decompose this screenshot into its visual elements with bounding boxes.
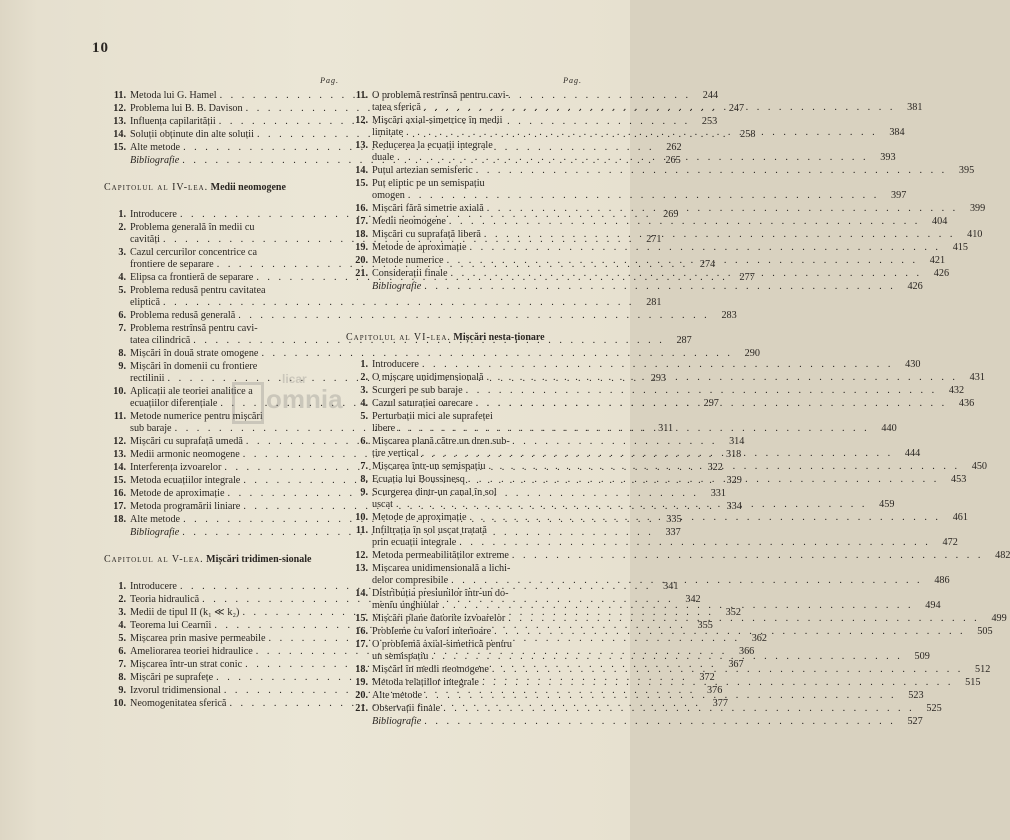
toc-entry-title: Ecuația lui Boussinesq <box>372 474 465 485</box>
toc-entry-title: Bibliografie <box>130 155 180 166</box>
toc-entry <box>112 310 737 322</box>
toc-page-number: 436 <box>958 398 975 409</box>
toc-entry-title: ecuațiilor diferențiale <box>130 398 218 409</box>
leader-dots <box>422 359 893 371</box>
toc-entry-title: Problema generală în medii cu <box>130 222 255 233</box>
toc-entry-number: 8. <box>360 474 368 485</box>
toc-entry-title: Aplicații ale teoriei analitice a <box>130 386 253 397</box>
toc-entry-title: Metode de aproximație <box>372 242 467 253</box>
toc-entry-number: 11. <box>113 411 126 422</box>
toc-page-number: 523 <box>908 690 924 701</box>
chapter-title: Medii neomogene <box>210 182 286 193</box>
toc-page-number: 459 <box>879 499 895 510</box>
toc-entry-number: 1. <box>118 209 126 220</box>
toc-entry-number: 3. <box>360 385 368 396</box>
leader-dots <box>469 242 940 254</box>
toc-page-number: 293 <box>650 373 666 384</box>
leader-dots <box>494 626 965 638</box>
toc-page-number: 525 <box>926 703 942 714</box>
leader-dots <box>449 216 920 228</box>
page-number: 10 <box>92 40 109 56</box>
leader-dots <box>492 664 963 676</box>
toc-page-number: 393 <box>880 152 896 163</box>
toc-entry-title: Problema lui B. B. Davison <box>130 103 243 114</box>
toc-entry-title: Mișcări fără simetrie axială <box>372 203 484 214</box>
leader-dots <box>442 600 913 612</box>
toc-page-number: 372 <box>699 672 715 683</box>
toc-entry-number: 4. <box>118 272 126 283</box>
toc-entry-title: Metoda relațiilor integrale <box>372 677 479 688</box>
toc-entry-number: 2. <box>118 222 126 233</box>
toc-entry-number: 9. <box>118 685 126 696</box>
toc-entry-title: Bibliografie <box>130 527 180 538</box>
toc-page-number: 376 <box>707 685 723 696</box>
leader-dots <box>489 461 960 473</box>
toc-entry-title: eliptică <box>130 297 160 308</box>
toc-entry-title: Bibliografie <box>372 281 422 292</box>
toc-entry <box>354 613 1007 625</box>
toc-entry-number: 1. <box>360 359 368 370</box>
toc-page-number: 426 <box>907 281 923 292</box>
toc-entry-title: Observații finale <box>372 703 441 714</box>
toc-entry-number: 11. <box>113 90 126 101</box>
toc-entry-title: duale <box>372 152 395 163</box>
toc-entry-number: 14. <box>355 165 368 176</box>
toc-entry <box>354 385 965 397</box>
watermark-text-1: licar <box>282 372 307 386</box>
leader-dots <box>424 102 895 114</box>
toc-entry-title: Problema redusă pentru cavitatea <box>130 285 266 296</box>
toc-entry-title: prin ecuații integrale <box>372 537 457 548</box>
toc-page-number: 271 <box>646 234 662 245</box>
toc-entry-title: omogen <box>372 190 405 201</box>
toc-entry-number: 5. <box>118 285 126 296</box>
toc-entry-title: Mișcări axial-simetrice în medii <box>372 115 503 126</box>
toc-entry-title: Izvorul tridimensional <box>130 685 221 696</box>
toc-entry-number: 13. <box>355 140 368 151</box>
toc-entry-title: Medii armonic neomogene <box>130 449 240 460</box>
toc-entry-number: 19. <box>355 677 368 688</box>
toc-page-number: 367 <box>728 659 744 670</box>
toc-entry-title: Puțul artezian semisferic <box>372 165 473 176</box>
leader-dots <box>466 385 937 397</box>
toc-entry <box>354 281 923 293</box>
leader-dots <box>476 398 947 410</box>
toc-entry-title: Distribuția presiunilor într-un do- <box>372 588 509 599</box>
leader-dots <box>476 165 947 177</box>
toc-entry-title: Scurgeri pe sub baraje <box>372 385 463 396</box>
toc-page-number: 527 <box>907 716 923 727</box>
toc-entry-title: Mișcări cu suprafață liberă <box>372 229 481 240</box>
watermark-text-2: omnia <box>266 384 343 414</box>
toc-entry-title: Cazul saturației oarecare <box>372 398 473 409</box>
toc-entry-number: 12. <box>355 115 368 126</box>
toc-entry-number: 3. <box>118 607 126 618</box>
toc-entry-title: Introducere <box>372 359 419 370</box>
toc-page-number: 281 <box>646 297 662 308</box>
toc-page-number: 352 <box>725 607 741 618</box>
toc-page-number: 461 <box>952 512 968 523</box>
toc-entry-title: Mișcarea prin masive permeabile <box>130 633 266 644</box>
toc-entry-number: 7. <box>360 461 368 472</box>
toc-entry-title: O problemă restrînsă pentru cavi- <box>372 90 509 101</box>
toc-entry-number: 21. <box>355 703 368 714</box>
toc-page-number: 297 <box>703 398 719 409</box>
toc-page-number: 450 <box>971 461 988 472</box>
toc-page-number: 318 <box>725 449 742 460</box>
pag-label: Pag. <box>320 76 339 85</box>
toc-entry-title: tatea cilindrică <box>130 335 191 346</box>
toc-entry-number: 4. <box>360 398 368 409</box>
toc-entry-title: Mișcarea într-un strat conic <box>130 659 243 670</box>
toc-entry <box>354 716 923 728</box>
toc-entry-title: Problema restrînsă pentru cavi- <box>130 323 258 334</box>
chapter-heading-5 <box>104 553 339 567</box>
leader-dots <box>486 372 957 384</box>
chapter-title: Mișcări tridimen-sionale <box>206 554 312 565</box>
toc-entry-number: 13. <box>113 449 126 460</box>
toc-page-number: 410 <box>967 229 983 240</box>
toc-entry-title: Mișcarea într-un semispațiu <box>372 461 486 472</box>
toc-page-number: 247 <box>728 103 745 114</box>
toc-entry-number: 12. <box>355 550 368 561</box>
toc-entry-title: Perturbații mici ale suprafeței <box>372 411 493 422</box>
toc-entry-number: 17. <box>355 216 368 227</box>
leader-dots <box>425 690 896 702</box>
toc-page-number: 426 <box>933 268 950 279</box>
toc-entry-number: 6. <box>360 436 368 447</box>
toc-page-number: 337 <box>665 527 681 538</box>
leader-dots <box>447 255 918 267</box>
toc-entry-number: 15. <box>113 142 126 153</box>
toc-entry-number: 7. <box>118 323 126 334</box>
toc-entry-number: 2. <box>118 594 126 605</box>
toc-entry-title: meniu unghiular <box>372 600 440 611</box>
chapter-heading-6 <box>346 331 582 345</box>
toc-entry-title: Metoda lui G. Hamel <box>130 90 217 101</box>
toc-entry-number: 6. <box>118 646 126 657</box>
toc-page-number: 453 <box>951 474 967 485</box>
toc-page-number: 322 <box>707 462 723 473</box>
toc-page-number: 274 <box>699 259 716 270</box>
toc-page-number: 355 <box>697 620 713 631</box>
leader-dots <box>443 703 914 715</box>
toc-entry-number: 15. <box>355 178 368 189</box>
leader-dots <box>431 651 902 663</box>
toc-entry-number: 13. <box>113 116 126 127</box>
toc-page-number: 431 <box>969 372 985 383</box>
toc-entry-title: un semispațiu <box>372 651 429 662</box>
toc-entry-title: O mișcare unidimensională <box>372 372 484 383</box>
leader-dots <box>469 512 940 524</box>
leader-dots <box>459 537 930 549</box>
toc-entry-title: Reducerea la ecuații integrale <box>372 140 493 151</box>
toc-entry-title: Medii de tipul II (k₁ ≪ k₂) <box>130 607 240 618</box>
toc-entry-title: Metoda programării liniare <box>130 501 241 512</box>
toc-page-number: 486 <box>934 575 950 586</box>
toc-page-number: 397 <box>891 190 907 201</box>
leader-dots <box>451 268 922 280</box>
toc-entry-title: rectilinii <box>130 373 165 384</box>
toc-entry-number: 2. <box>360 372 368 383</box>
toc-entry-title: libere <box>372 423 396 434</box>
toc-entry <box>112 581 679 593</box>
leader-dots <box>396 499 867 511</box>
toc-entry-title: Cazul cercurilor concentrice ca <box>130 247 257 258</box>
chapter-label: Capitolul al IV-lea. <box>104 182 209 193</box>
leader-dots <box>422 448 893 460</box>
toc-page-number: 290 <box>744 348 760 359</box>
toc-page-number: 253 <box>701 116 718 127</box>
toc-page-number: 265 <box>665 155 681 166</box>
toc-entry-title: Neomogenitatea sferică <box>130 698 227 709</box>
toc-page-number: 366 <box>738 646 755 657</box>
toc-page-number: 499 <box>991 613 1007 624</box>
toc-entry-title: frontiere de separare <box>130 259 214 270</box>
toc-entry-title: Mișcări pe suprafețe <box>130 672 214 683</box>
toc-entry-title: sub baraje <box>130 423 172 434</box>
toc-entry-title: Scurgerea dintr-un canal în sol <box>372 487 497 498</box>
toc-entry-number: 3. <box>118 247 126 258</box>
toc-entry-number <box>354 716 372 728</box>
toc-entry-number: 8. <box>118 672 126 683</box>
toc-entry-title: Problema redusă generală <box>130 310 236 321</box>
toc-entry-number: 11. <box>355 525 368 536</box>
toc-entry-number: 11. <box>355 90 368 101</box>
toc-entry-title: O problemă axial-simetrică pentru <box>372 639 513 650</box>
toc-entry-number: 7. <box>118 659 126 670</box>
toc-entry-number: 10. <box>355 512 368 523</box>
toc-entry-number: 5. <box>360 411 368 422</box>
toc-entry-title: țire vertical <box>372 448 419 459</box>
toc-entry-title: Influența capilarității <box>130 116 216 127</box>
toc-entry-title: Mișcări cu suprafață umedă <box>130 436 243 447</box>
toc-page-number: 472 <box>942 537 958 548</box>
toc-entry-title: Introducere <box>130 209 177 220</box>
pag-label: Pag. <box>563 76 582 85</box>
toc-entry <box>354 242 968 254</box>
chapter-heading-4 <box>104 181 339 195</box>
toc-entry-title: Mișcări în domenii cu frontiere <box>130 361 258 372</box>
toc-entry-title: Metode numerice <box>372 255 444 266</box>
leader-dots <box>406 127 877 139</box>
toc-page-number: 444 <box>904 448 921 459</box>
toc-entry-number: 10. <box>113 698 126 709</box>
toc-page-number: 421 <box>929 255 946 266</box>
toc-entry <box>354 178 907 202</box>
leader-dots <box>424 281 895 293</box>
toc-entry-title: limitate <box>372 127 404 138</box>
toc-entry-number: 17. <box>113 501 126 512</box>
leader-dots <box>424 716 895 728</box>
leader-dots <box>482 677 953 689</box>
toc-entry-title: Mișcarea unidimensională a lichi- <box>372 563 511 574</box>
toc-entry-title: cavități <box>130 234 160 245</box>
toc-entry-number: 10. <box>113 386 126 397</box>
toc-entry <box>354 165 975 177</box>
toc-entry-number: 5. <box>118 633 126 644</box>
toc-entry-number <box>112 527 130 539</box>
toc-entry-title: tatea sferică <box>372 102 421 113</box>
leader-dots <box>408 190 879 202</box>
toc-entry-number: 16. <box>355 203 368 214</box>
toc-entry-title: Interferența izvoarelor <box>130 462 222 473</box>
toc-page-number: 440 <box>881 423 897 434</box>
toc-entry-title: Elipsa ca frontieră de separare <box>130 272 254 283</box>
toc-entry-title: Teorema lui Cearnîi <box>130 620 212 631</box>
toc-page-number: 377 <box>712 698 728 709</box>
leader-dots <box>398 423 869 435</box>
toc-page-number: 244 <box>702 90 719 101</box>
toc-entry-number: 14. <box>355 588 368 599</box>
toc-entry-title: Metode numerice pentru mișcări <box>130 411 263 422</box>
toc-entry-title: Infiltrația în sol uscat tratată <box>372 525 487 536</box>
toc-page-number: 509 <box>914 651 930 662</box>
leader-dots <box>508 613 979 625</box>
toc-entry-number: 12. <box>113 103 126 114</box>
toc-page-number: 269 <box>663 209 679 220</box>
toc-entry-title: Mișcări în medii neomogene <box>372 664 489 675</box>
toc-entry-number: 4. <box>118 620 126 631</box>
toc-entry-title: Considerații finale <box>372 268 448 279</box>
toc-entry-title: Metode de aproximație <box>130 488 225 499</box>
toc-entry-title: Ameliorarea teoriei hidraulice <box>130 646 253 657</box>
toc-entry-title: Alte metode <box>130 142 181 153</box>
toc-page-number: 342 <box>685 594 701 605</box>
leader-dots <box>468 474 939 486</box>
toc-entry-number: 17. <box>355 639 368 650</box>
leader-dots <box>451 575 922 587</box>
toc-entry-title: Alte metode <box>130 514 181 525</box>
toc-entry-title: Puț eliptic pe un semispațiu <box>372 178 485 189</box>
leader-dots <box>512 550 983 562</box>
toc-entry <box>354 216 948 228</box>
toc-entry-number: 6. <box>118 310 126 321</box>
toc-entry <box>112 348 760 360</box>
toc-entry-number: 18. <box>113 514 126 525</box>
toc-entry-number: 9. <box>360 487 368 498</box>
toc-entry-title: uscat <box>372 499 393 510</box>
toc-entry-number: 1. <box>118 581 126 592</box>
leader-dots <box>484 229 955 241</box>
toc-entry-number: 8. <box>118 348 126 359</box>
toc-entry-number: 16. <box>113 488 126 499</box>
toc-entry-number <box>354 281 372 293</box>
toc-page-number: 381 <box>907 102 923 113</box>
toc-entry-title: Metoda ecuațiilor integrale <box>130 475 241 486</box>
toc-page-number: 404 <box>932 216 948 227</box>
toc-entry-title: Mișcări în două strate omogene <box>130 348 259 359</box>
toc-page-number: 415 <box>952 242 968 253</box>
toc-page-number: 430 <box>905 359 921 370</box>
toc-page-number: 362 <box>751 633 767 644</box>
toc-page-number: 515 <box>965 677 981 688</box>
toc-page-number: 283 <box>721 310 737 321</box>
toc-entry-title: Medii neomogene <box>372 216 446 227</box>
toc-entry-number: 14. <box>113 462 126 473</box>
toc-entry <box>354 550 1010 562</box>
toc-entry-title: Probleme cu valori interioare <box>372 626 492 637</box>
toc-page-number: 432 <box>948 385 965 396</box>
toc-entry-number: 18. <box>355 229 368 240</box>
chapter-label: Capitolul al V-lea. <box>104 554 204 565</box>
chapter-label: Capitolul al VI-lea. <box>346 332 451 343</box>
toc-entry-title: Soluții obținute din alte soluții <box>130 129 254 140</box>
toc-entry-number <box>112 155 130 167</box>
toc-page-number: 311 <box>658 423 674 434</box>
toc-page-number: 395 <box>958 165 975 176</box>
toc-page-number: 329 <box>726 475 742 486</box>
toc-page-number: 287 <box>676 335 692 346</box>
toc-entry-title: Bibliografie <box>372 716 422 727</box>
chapter-title: Mișcări nesta-ționare <box>453 332 545 343</box>
toc-entry-number: 13. <box>355 563 368 574</box>
toc-entry-number: 14. <box>113 129 126 140</box>
toc-page-number: 314 <box>729 436 745 447</box>
toc-page-number: 399 <box>969 203 986 214</box>
toc-entry-number: 20. <box>355 690 368 701</box>
toc-entry-title: Teoria hidraulică <box>130 594 200 605</box>
leader-dots <box>487 203 958 215</box>
toc-entry-number: 16. <box>355 626 368 637</box>
toc-entry-title: Metoda permeabilităților extreme <box>372 550 509 561</box>
toc-page-number: 482 <box>995 550 1010 561</box>
toc-entry <box>112 209 679 221</box>
toc-page-number: 341 <box>663 581 679 592</box>
toc-entry-number: 15. <box>355 613 368 624</box>
toc-page-number: 277 <box>739 272 755 283</box>
toc-page-number: 505 <box>977 626 993 637</box>
toc-page-number: 331 <box>710 488 726 499</box>
toc-entry-title: Alte metode <box>372 690 423 701</box>
toc-entry-title: Mișcări plane datorite izvoarelor <box>372 613 506 624</box>
toc-page-number: 512 <box>975 664 991 675</box>
toc-page-number: 334 <box>726 501 742 512</box>
toc-entry-number: 19. <box>355 242 368 253</box>
toc-entry-number: 12. <box>113 436 126 447</box>
toc-page-number: 258 <box>740 129 756 140</box>
toc-entry-title: Introducere <box>130 581 177 592</box>
toc-entry-number: 20. <box>355 255 368 266</box>
toc-entry-number: 9. <box>118 361 126 372</box>
leader-dots <box>397 152 868 164</box>
toc-entry-number: 21. <box>355 268 368 279</box>
toc-page-number: 335 <box>666 514 682 525</box>
toc-entry <box>354 626 993 638</box>
toc-entry-number: 15. <box>113 475 126 486</box>
toc-page-number: 262 <box>666 142 682 153</box>
toc-entry <box>354 359 921 371</box>
toc-entry-title: Mișcarea plană către un dren sub- <box>372 436 510 447</box>
toc-entry-title: Metode de aproximație <box>372 512 467 523</box>
toc-page-number: 384 <box>889 127 905 138</box>
toc-page-number: 494 <box>925 600 941 611</box>
toc-entry-number: 18. <box>355 664 368 675</box>
toc-entry-title: delor compresibile <box>372 575 449 586</box>
